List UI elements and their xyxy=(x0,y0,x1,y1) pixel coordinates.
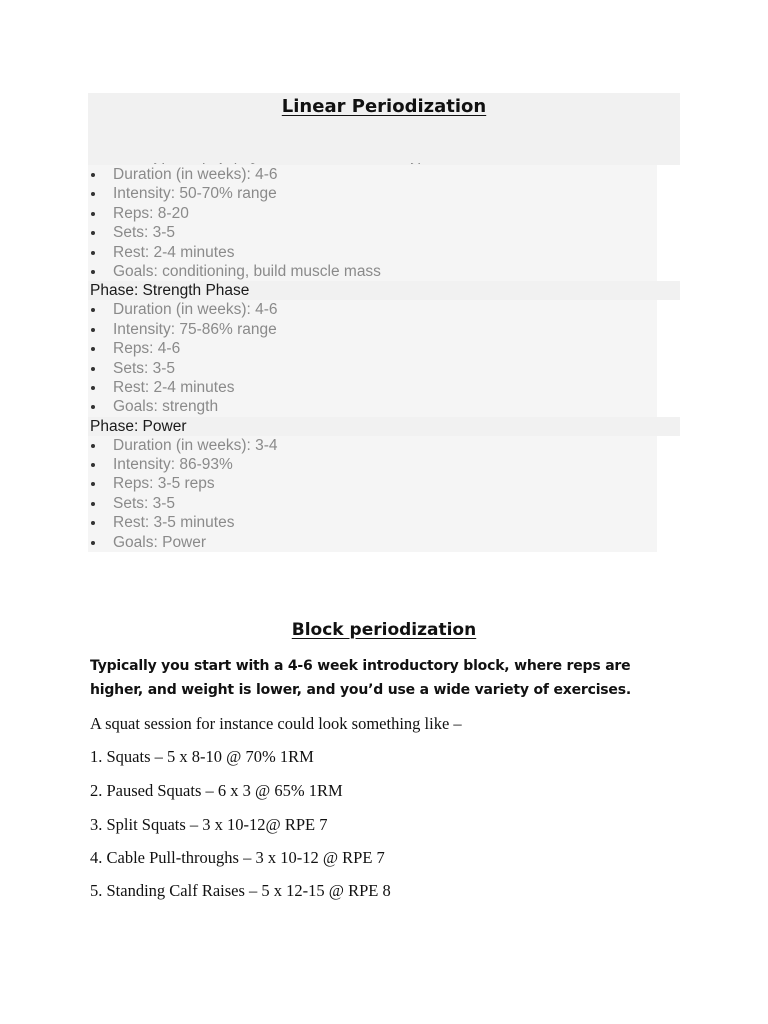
bullet-icon xyxy=(91,328,95,332)
bullet-icon xyxy=(91,367,95,371)
list-item-text: Rest: 2-4 minutes xyxy=(113,243,235,261)
list-item xyxy=(88,339,657,358)
title-band xyxy=(88,93,680,163)
list-item-text: Duration (in weeks): 4-6 xyxy=(113,301,278,319)
linear-periodization-title: Linear Periodization xyxy=(281,96,487,117)
list-item xyxy=(88,455,657,474)
list-item xyxy=(88,513,657,532)
exercise-item: 4. Cable Pull-throughs – 3 x 10-12 @ RPE 7 xyxy=(90,848,385,867)
list-item xyxy=(88,494,657,513)
bullet-icon xyxy=(91,251,95,255)
list-item-text: Goals: strength xyxy=(113,398,219,416)
list-item xyxy=(88,378,657,397)
bullet-icon xyxy=(91,405,95,409)
list-item xyxy=(88,262,657,281)
list-item-text: Intensity: 50-70% range xyxy=(113,185,277,203)
list-item-text: Goals: Power xyxy=(113,533,207,551)
phase-heading-strength: Phase: Strength Phase xyxy=(88,281,680,300)
list-item xyxy=(88,397,657,416)
list-item-text: Goals: conditioning, build muscle mass xyxy=(113,262,381,280)
list-item-text: Rest: 2-4 minutes xyxy=(113,378,235,396)
exercise-item: 2. Paused Squats – 6 x 3 @ 65% 1RM xyxy=(90,781,343,800)
exercise-item: 5. Standing Calf Raises – 5 x 12-15 @ RPE 8 xyxy=(90,881,391,900)
bullet-icon xyxy=(91,212,95,216)
list-item-text: Intensity: 75-86% range xyxy=(113,320,277,338)
bullet-icon xyxy=(91,463,95,467)
bullet-icon xyxy=(91,541,95,545)
list-item xyxy=(88,204,657,223)
list-item xyxy=(88,533,657,552)
bullet-icon xyxy=(91,231,95,235)
list-item-text: Duration (in weeks): 3-4 xyxy=(113,436,278,454)
bullet-icon xyxy=(91,386,95,390)
list-item xyxy=(88,300,657,319)
list-item xyxy=(88,184,657,203)
phase-list-strength xyxy=(88,300,657,416)
list-item-text: Reps: 3-5 reps xyxy=(113,475,215,493)
list-item-text: Reps: 8-20 xyxy=(113,204,189,222)
session-lead-text: A squat session for instance could look something like – xyxy=(90,714,462,733)
list-item-text: Sets: 3-5 xyxy=(113,359,176,377)
list-item xyxy=(88,165,657,184)
bullet-icon xyxy=(91,192,95,196)
list-item xyxy=(88,223,657,242)
bullet-icon xyxy=(91,521,95,525)
phase-heading-power: Phase: Power xyxy=(88,417,680,436)
list-item xyxy=(88,474,657,493)
block-periodization-title: Block periodization xyxy=(291,620,477,640)
bullet-icon xyxy=(91,308,95,312)
exercise-item: 3. Split Squats – 3 x 10-12@ RPE 7 xyxy=(90,815,328,834)
phase-list-hypertrophy xyxy=(88,165,657,281)
list-item-text: Sets: 3-5 xyxy=(113,224,176,242)
list-item-text: Reps: 4-6 xyxy=(113,340,181,358)
list-item-text: Rest: 3-5 minutes xyxy=(113,514,235,532)
list-item-text: Intensity: 86-93% xyxy=(113,456,233,474)
bullet-icon xyxy=(91,270,95,274)
linear-periodization-section xyxy=(88,93,680,552)
list-item xyxy=(88,320,657,339)
list-item xyxy=(88,359,657,378)
bullet-icon xyxy=(91,444,95,448)
list-item xyxy=(88,436,657,455)
exercise-item: 1. Squats – 5 x 8-10 @ 70% 1RM xyxy=(90,747,314,766)
bullet-icon xyxy=(91,502,95,506)
bullet-icon xyxy=(91,173,95,177)
list-item-text: Duration (in weeks): 4-6 xyxy=(113,166,278,183)
bullet-icon xyxy=(91,482,95,486)
list-item-text: Sets: 3-5 xyxy=(113,494,176,512)
list-item xyxy=(88,243,657,262)
block-intro-paragraph: Typically you start with a 4-6 week introductory block, where reps are higher, and weight is lower, and you’d use a wide variety of exercises. xyxy=(90,658,631,698)
phase-list-power xyxy=(88,436,657,552)
bullet-icon xyxy=(91,347,95,351)
